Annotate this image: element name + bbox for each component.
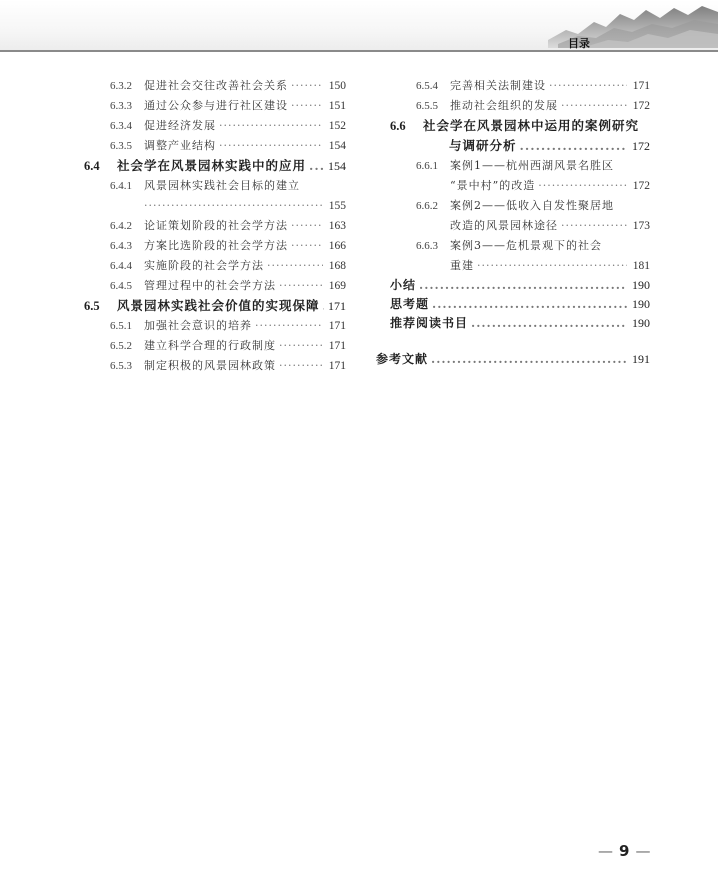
toc-references-entry — [376, 350, 650, 369]
toc-section-entry — [84, 156, 346, 176]
entry-page: 173 — [632, 220, 650, 232]
entry-number: 6.3.4 — [110, 120, 132, 132]
running-header: 目录 — [568, 37, 590, 50]
toc-entry — [84, 176, 346, 196]
dot-leader — [477, 256, 627, 275]
section-page: 154 — [328, 159, 346, 173]
dot-leader — [520, 136, 627, 156]
toc-entry — [84, 256, 346, 276]
dot-leader — [432, 295, 627, 314]
dot-leader — [419, 276, 627, 295]
dot-leader — [561, 216, 627, 235]
dot-leader — [219, 116, 323, 135]
spacer — [390, 333, 650, 350]
questions-page: 190 — [632, 297, 650, 311]
toc-entry-continuation — [390, 256, 650, 276]
toc-entry — [84, 356, 346, 376]
dot-leader — [255, 316, 323, 335]
entry-title: 论证策划阶段的社会学方法 — [144, 219, 288, 232]
toc-entry-continuation — [390, 176, 650, 196]
entry-title-line2: 改造的风景园林途径 — [450, 219, 558, 232]
entry-number: 6.4.5 — [110, 280, 132, 292]
entry-title: 加强社会意识的培养 — [144, 319, 252, 332]
entry-title: 促进社会交往改善社会关系 — [144, 79, 288, 92]
entry-page: 171 — [632, 80, 650, 92]
entry-title: 完善相关法制建设 — [450, 79, 546, 92]
toc-questions-entry — [390, 295, 650, 314]
toc-entry — [390, 236, 650, 256]
toc-entry-continuation — [390, 216, 650, 236]
section-page: 172 — [632, 139, 650, 153]
dot-leader — [291, 76, 323, 95]
entry-title: 案例3——危机景观下的社会 — [450, 239, 602, 252]
entry-number: 6.3.3 — [110, 100, 132, 112]
entry-page: 171 — [328, 320, 346, 332]
entry-page: 171 — [328, 360, 346, 372]
page-number — [592, 842, 656, 860]
entry-number: 6.5.4 — [416, 80, 438, 92]
toc-entry — [84, 216, 346, 236]
entry-page: 154 — [328, 140, 346, 152]
entry-page: 171 — [328, 340, 346, 352]
entry-title: 方案比选阶段的社会学方法 — [144, 239, 288, 252]
summary-title: 小结 — [390, 278, 417, 292]
entry-title: 建立科学合理的行政制度 — [144, 339, 276, 352]
dot-leader — [279, 276, 323, 295]
dash-right: — — [635, 842, 651, 860]
entry-title: 通过公众参与进行社区建设 — [144, 99, 288, 112]
entry-number: 6.6.1 — [416, 160, 438, 172]
section-number: 6.4 — [84, 159, 100, 173]
entry-number: 6.6.3 — [416, 240, 438, 252]
entry-page: 169 — [328, 280, 346, 292]
dot-leader — [561, 96, 627, 115]
header-rule — [0, 50, 718, 52]
references-title: 参考文献 — [376, 352, 429, 366]
dot-leader — [279, 336, 323, 355]
entry-number: 6.3.2 — [110, 80, 132, 92]
entry-number: 6.4.2 — [110, 220, 132, 232]
section-title-line2: 与调研分析 — [449, 138, 517, 153]
entry-title: 推动社会组织的发展 — [450, 99, 558, 112]
entry-page: 151 — [328, 100, 346, 112]
dot-leader — [309, 156, 323, 176]
toc-entry — [390, 76, 650, 96]
entry-number: 6.5.3 — [110, 360, 132, 372]
dot-leader — [291, 216, 323, 235]
section-number: 6.5 — [84, 299, 100, 313]
toc-summary-entry — [390, 276, 650, 295]
toc-entry — [390, 196, 650, 216]
toc-entry — [84, 236, 346, 256]
toc-entry — [84, 76, 346, 96]
section-title: 社会学在风景园林实践中的应用 — [117, 158, 307, 173]
entry-title: 调整产业结构 — [144, 139, 216, 152]
dot-leader — [291, 96, 323, 115]
toc-entry — [84, 336, 346, 356]
entry-number: 6.4.1 — [110, 180, 132, 192]
dot-leader — [538, 176, 627, 195]
entry-page: 172 — [632, 100, 650, 112]
toc-section-entry — [390, 116, 650, 136]
toc-entry — [84, 276, 346, 296]
dot-leader — [291, 236, 323, 255]
toc-entry — [84, 96, 346, 116]
dot-leader — [549, 76, 627, 95]
dot-leader — [471, 314, 627, 333]
dot-leader — [219, 136, 323, 155]
page-number-value: 9 — [619, 842, 630, 860]
summary-page: 190 — [632, 278, 650, 292]
entry-page: 166 — [328, 240, 346, 252]
dot-leader — [279, 356, 323, 375]
entry-page: 155 — [328, 200, 346, 212]
entry-number: 6.4.4 — [110, 260, 132, 272]
toc-entry — [390, 96, 650, 116]
entry-number: 6.4.3 — [110, 240, 132, 252]
entry-page: 150 — [328, 80, 346, 92]
references-page: 191 — [632, 352, 650, 366]
toc-entry — [390, 156, 650, 176]
reading-title: 推荐阅读书目 — [390, 316, 469, 330]
dot-leader — [144, 196, 323, 215]
entry-title: 促进经济发展 — [144, 119, 216, 132]
toc-entry — [84, 116, 346, 136]
toc-section-continuation — [390, 136, 650, 156]
entry-number: 6.6.2 — [416, 200, 438, 212]
section-title: 社会学在风景园林中运用的案例研究 — [423, 118, 640, 133]
toc-reading-entry — [390, 314, 650, 333]
entry-number: 6.5.5 — [416, 100, 438, 112]
entry-page: 172 — [632, 180, 650, 192]
entry-number: 6.5.2 — [110, 340, 132, 352]
section-page: 171 — [328, 299, 346, 313]
section-number: 6.6 — [390, 119, 406, 133]
questions-title: 思考题 — [390, 297, 430, 311]
entry-title: 案例1——杭州西湖风景名胜区 — [450, 159, 614, 172]
entry-title-line2: 重建 — [450, 259, 474, 272]
toc-entry — [84, 136, 346, 156]
entry-title: 案例2——低收入自发性聚居地 — [450, 199, 614, 212]
entry-title-line2: “景中村”的改造 — [450, 179, 536, 192]
toc-left-column — [84, 76, 346, 376]
entry-page: 163 — [328, 220, 346, 232]
entry-page: 168 — [328, 260, 346, 272]
entry-page: 152 — [328, 120, 346, 132]
dash-left: — — [598, 842, 613, 860]
toc-right-column — [376, 76, 650, 369]
entry-number: 6.5.1 — [110, 320, 132, 332]
entry-title: 制定积极的风景园林政策 — [144, 359, 276, 372]
section-title: 风景园林实践社会价值的实现保障 — [117, 298, 320, 313]
entry-title: 实施阶段的社会学方法 — [144, 259, 264, 272]
entry-number: 6.3.5 — [110, 140, 132, 152]
entry-title: 管理过程中的社会学方法 — [144, 279, 276, 292]
entry-title: 风景园林实践社会目标的建立 — [144, 179, 300, 192]
reading-page: 190 — [632, 316, 650, 330]
toc-entry — [84, 316, 346, 336]
dot-leader — [267, 256, 323, 275]
entry-page: 181 — [632, 260, 650, 272]
toc-section-entry — [84, 296, 346, 316]
toc-entry-continuation — [84, 196, 346, 216]
dot-leader — [431, 350, 627, 369]
